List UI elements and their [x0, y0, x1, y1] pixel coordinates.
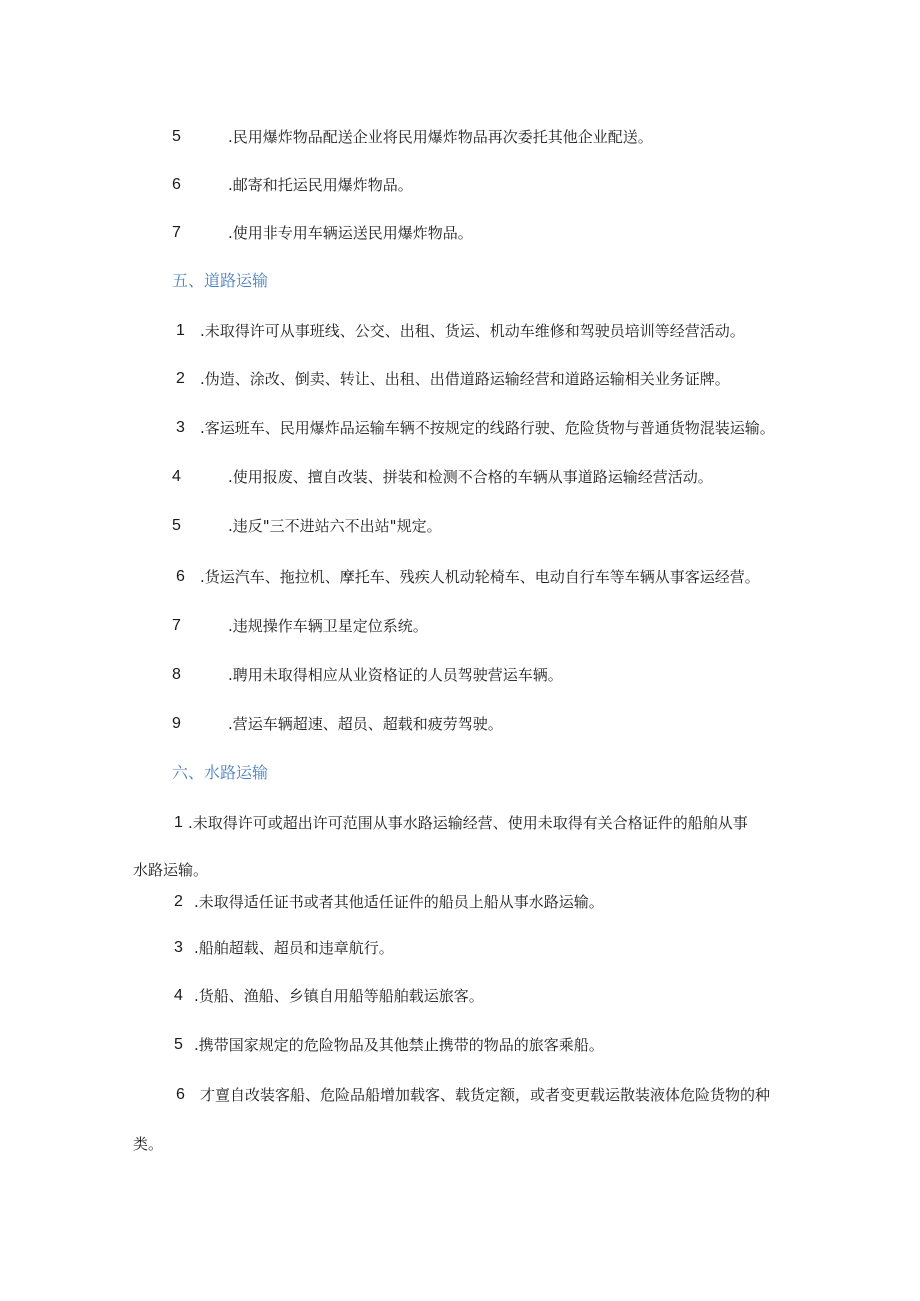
list-item-number: 7: [172, 224, 181, 241]
list-item-text: .违规操作车辆卫星定位系统。: [228, 617, 428, 635]
list-item-text: .营运车辆超速、超员、超载和疲劳驾驶。: [228, 715, 503, 733]
list-item-number: 6: [176, 568, 185, 585]
list-item-number: 5: [172, 517, 181, 534]
section-heading-water-transport: 六、水路运输: [172, 763, 269, 782]
list-item-number: 9: [172, 715, 181, 732]
list-item-text: .客运班车、民用爆炸品运输车辆不按规定的线路行驶、危险货物与普通货物混装运输。: [200, 419, 775, 437]
list-item-number: 6: [176, 1086, 185, 1103]
list-item-text: .未取得许可或超出许可范围从事水路运输经营、使用未取得有关合格证件的船舶从事: [188, 814, 748, 832]
list-item-text-continued: 水路运输。: [133, 861, 209, 879]
list-item-number: 4: [174, 987, 183, 1004]
list-item-text: .聘用未取得相应从业资格证的人员驾驶营运车辆。: [228, 666, 563, 684]
list-item-text: .使用报废、擅自改装、拼装和检测不合格的车辆从事道路运输经营活动。: [228, 468, 713, 486]
section-heading-road-transport: 五、道路运输: [172, 271, 269, 290]
list-item-number: 2: [176, 370, 185, 387]
list-item-text: 才亶自改装客船、危险品船增加载客、载货定额，或者变更载运散装液体危险货物的种: [200, 1086, 771, 1104]
list-item-number: 3: [174, 939, 183, 956]
list-item-text: .邮寄和托运民用爆炸物品。: [228, 176, 413, 194]
list-item-text: .未取得许可从事班线、公交、出租、货运、机动车维修和驾驶员培训等经营活动。: [200, 322, 745, 340]
list-item-number: 7: [172, 617, 181, 634]
list-item-text: .违反"三不进站六不出站"规定。: [228, 517, 442, 535]
list-item-number: 8: [172, 666, 181, 683]
list-item-number: 5: [174, 1036, 183, 1053]
list-item-text: .货船、渔船、乡镇自用船等船舶载运旅客。: [194, 987, 484, 1005]
list-item-text: .货运汽车、拖拉机、摩托车、残疾人机动轮椅车、电动自行车等车辆从事客运经营。: [200, 568, 760, 586]
list-item-number: 1: [176, 322, 185, 339]
list-item-text: .伪造、涂改、倒卖、转让、出租、出借道路运输经营和道路运输相关业务证牌。: [200, 370, 730, 388]
list-item-number: 6: [172, 176, 181, 193]
list-item-number: 5: [172, 128, 181, 145]
list-item-text: .船舶超载、超员和违章航行。: [194, 939, 394, 957]
list-item-text: .携带国家规定的危险物品及其他禁止携带的物品的旅客乘船。: [194, 1036, 604, 1054]
list-item-number: 3: [176, 419, 185, 436]
list-item-text: .未取得适任证书或者其他适任证件的船员上船从事水路运输。: [194, 893, 604, 911]
list-item-number: 1: [174, 814, 183, 831]
list-item-number: 4: [172, 468, 181, 485]
list-item-number: 2: [174, 893, 183, 910]
list-item-text: .民用爆炸物品配送企业将民用爆炸物品再次委托其他企业配送。: [228, 128, 653, 146]
list-item-text: .使用非专用车辆运送民用爆炸物品。: [228, 224, 473, 242]
list-item-text-continued: 类。: [133, 1135, 164, 1153]
